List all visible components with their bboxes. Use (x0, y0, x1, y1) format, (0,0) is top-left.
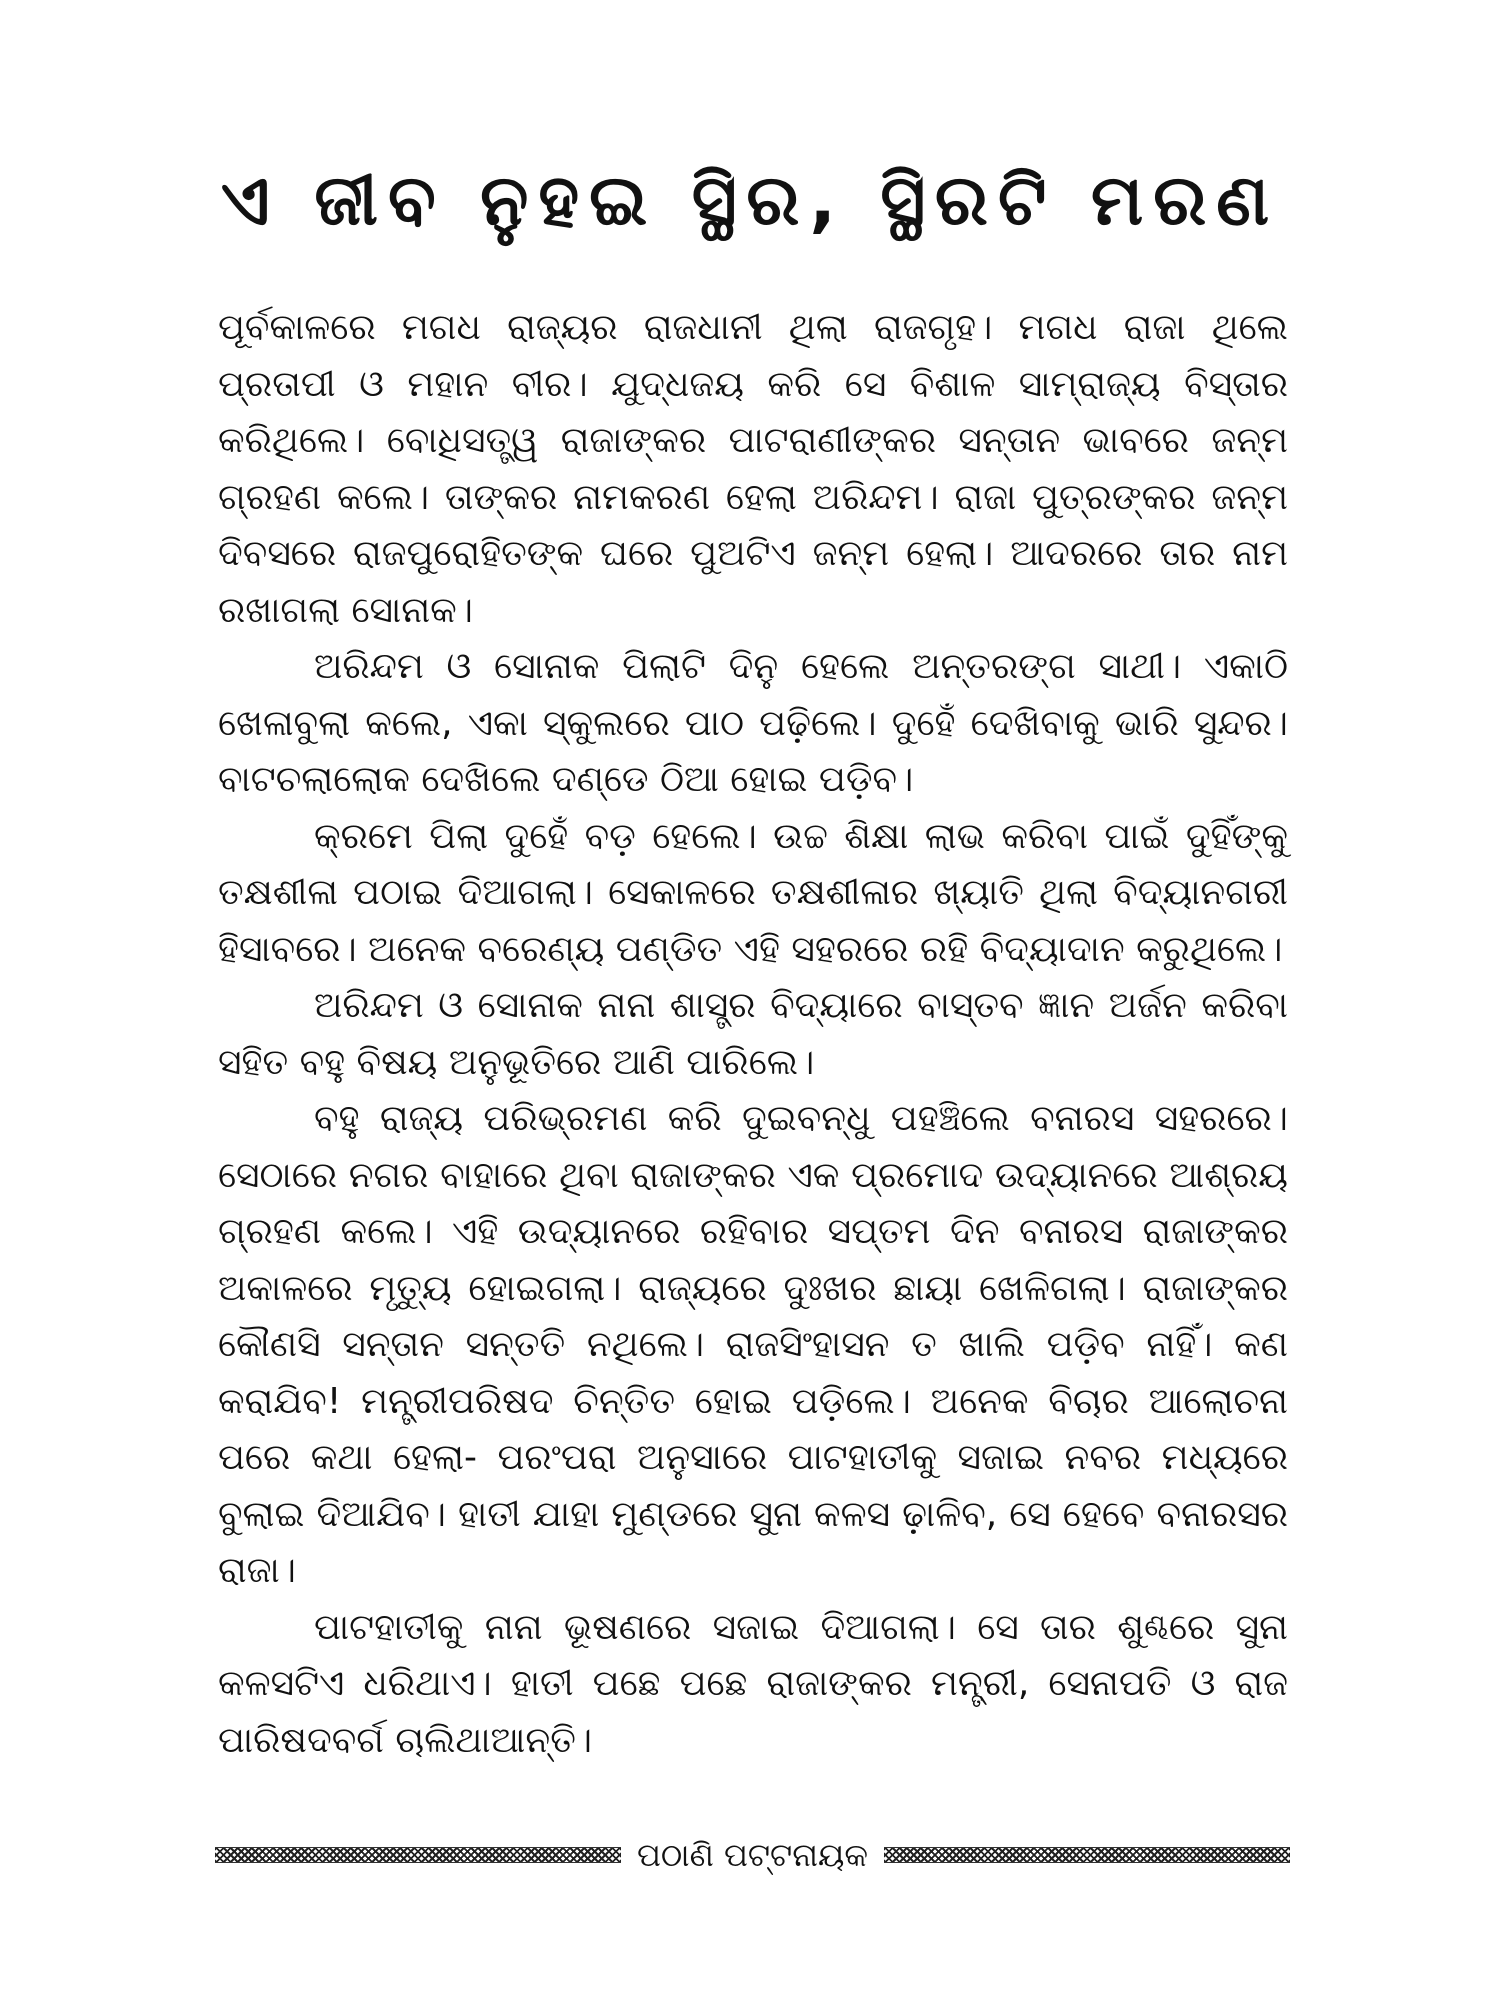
paragraph-3: କ୍ରମେ ପିଲା ଦୁହେଁ ବଡ଼ ହେଲେ। ଉଚ୍ଚ ଶିକ୍ଷା ଲାଭ କରିବା ପାଇଁ ଦୁହିଁଙ୍କୁ ତକ୍ଷଶୀଳା ପଠାଇ ଦିଆଗଲା। ସେକାଳରେ ତକ୍ଷଶୀଳାର ଖ୍ୟାତି ଥିଲା ବିଦ୍ୟାନଗରୀ ହିସାବରେ। ଅନେକ ବରେଣ୍ୟ ପଣ୍ଡିତ ଏହି ସହରରେ ରହି ବିଦ୍ୟାଦାନ କରୁଥିଲେ। (218, 815, 1288, 970)
story-title: ଏ ଜୀବ ନୁହଇ ସ୍ଥିର, ସ୍ଥିରଟି ମରଣ (220, 159, 1280, 241)
author-footer (215, 1830, 1290, 1880)
paragraph-5: ବହୁ ରାଜ୍ୟ ପରିଭ୍ରମଣ କରି ଦୁଇବନ୍ଧୁ ପହଞ୍ଚିଲେ ବନାରସ ସହରରେ। ସେଠାରେ ନଗର ବାହାରେ ଥିବା ରାଜାଙ୍କର ଏକ ପ୍ରମୋଦ ଉଦ୍ୟାନରେ ଆଶ୍ରୟ ଗ୍ରହଣ କଲେ। ଏହି ଉଦ୍ୟାନରେ ରହିବାର ସପ୍ତମ ଦିନ ବନାରସ ରାଜାଙ୍କର ଅକାଳରେ ମୃତ୍ୟୁ ହୋଇଗଲା। ରାଜ୍ୟରେ ଦୁଃଖର ଛାୟା ଖେଳିଗଲା। ରାଜାଙ୍କର କୌଣସି ସନ୍ତାନ ସନ୍ତତି ନଥିଲେ। ରାଜସିଂହାସନ ତ ଖାଲି ପଡ଼ିବ ନାହିଁ। କଣ କରାଯିବ! ମନ୍ତ୍ରୀପରିଷଦ ଚିନ୍ତିତ ହୋଇ ପଡ଼ିଲେ। ଅନେକ ବିଚାର ଆଲୋଚନା ପରେ କଥା ହେଲା- ପରଂପରା ଅନୁସାରେ ପାଟହାତୀକୁ ସଜାଇ ନବର ମଧ୍ୟରେ ବୁଲାଇ ଦିଆଯିବ। ହାତୀ ଯାହା ମୁଣ୍ଡରେ ସୁନା କଳସ ଢ଼ାଳିବ, ସେ ହେବେ ବନାରସର ରାଜା। (218, 1098, 1288, 1591)
paragraph-4: ଅରିନ୍ଦମ ଓ ସୋନାକ ନାନା ଶାସ୍ତ୍ର ବିଦ୍ୟାରେ ବାସ୍ତବ ଜ୍ଞାନ ଅର୍ଜନ କରିବା ସହିତ ବହୁ ବିଷୟ ଅନୁଭୂତିରେ ଆଣି ପାରିଲେ। (218, 985, 1288, 1083)
author-name: ପଠାଣି ପଟ୍ଟନାୟକ (637, 1836, 869, 1874)
decorative-rule-left (215, 1847, 621, 1863)
paragraph-6: ପାଟହାତୀକୁ ନାନା ଭୂଷଣରେ ସଜାଇ ଦିଆଗଲା। ସେ ତାର ଶୁଣ୍ଢରେ ସୁନା କଳସଟିଏ ଧରିଥାଏ। ହାତୀ ପଛେ ପଛେ ରାଜାଙ୍କର ମନ୍ତ୍ରୀ, ସେନାପତି ଓ ରାଜ ପାରିଷଦବର୍ଗ ଚାଲିଥାଆନ୍ତି। (218, 1606, 1288, 1761)
paragraph-1: ପୂର୍ବକାଳରେ ମଗଧ ରାଜ୍ୟର ରାଜଧାନୀ ଥିଲା ରାଜଗୃହ। ମଗଧ ରାଜା ଥିଲେ ପ୍ରତାପୀ ଓ ମହାନ ବୀର। ଯୁଦ୍ଧଜୟ କରି ସେ ବିଶାଳ ସାମ୍ରାଜ୍ୟ ବିସ୍ତାର କରିଥିଲେ। ବୋଧିସତ୍ତ୍ୱ ରାଜାଙ୍କର ପାଟରାଣୀଙ୍କର ସନ୍ତାନ ଭାବରେ ଜନ୍ମ ଗ୍ରହଣ କଲେ। ତାଙ୍କର ନାମକରଣ ହେଲା ଅରିନ୍ଦମ। ରାଜା ପୁତ୍ରଙ୍କର ଜନ୍ମ ଦିବସରେ ରାଜପୁରୋହିତଙ୍କ ଘରେ ପୁଅଟିଏ ଜନ୍ମ ହେଲା। ଆଦରରେ ତାର ନାମ ରଖାଗଲା ସୋନାକ। (218, 307, 1288, 631)
paragraph-2: ଅରିନ୍ଦମ ଓ ସୋନାକ ପିଲାଟି ଦିନୁ ହେଲେ ଅନ୍ତରଙ୍ଗ ସାଥୀ। ଏକାଠି ଖେଳାବୁଲା କଲେ, ଏକା ସ୍କୁଲରେ ପାଠ ପଢ଼ିଲେ। ଦୁହେଁ ଦେଖିବାକୁ ଭାରି ସୁନ୍ଦର। ବାଟଚଲାଲୋକ ଦେଖିଲେ ଦଣ୍ଡେ ଠିଆ ହୋଇ ପଡ଼ିବ। (218, 646, 1288, 800)
decorative-rule-right (884, 1847, 1290, 1863)
story-body (218, 300, 1288, 1769)
